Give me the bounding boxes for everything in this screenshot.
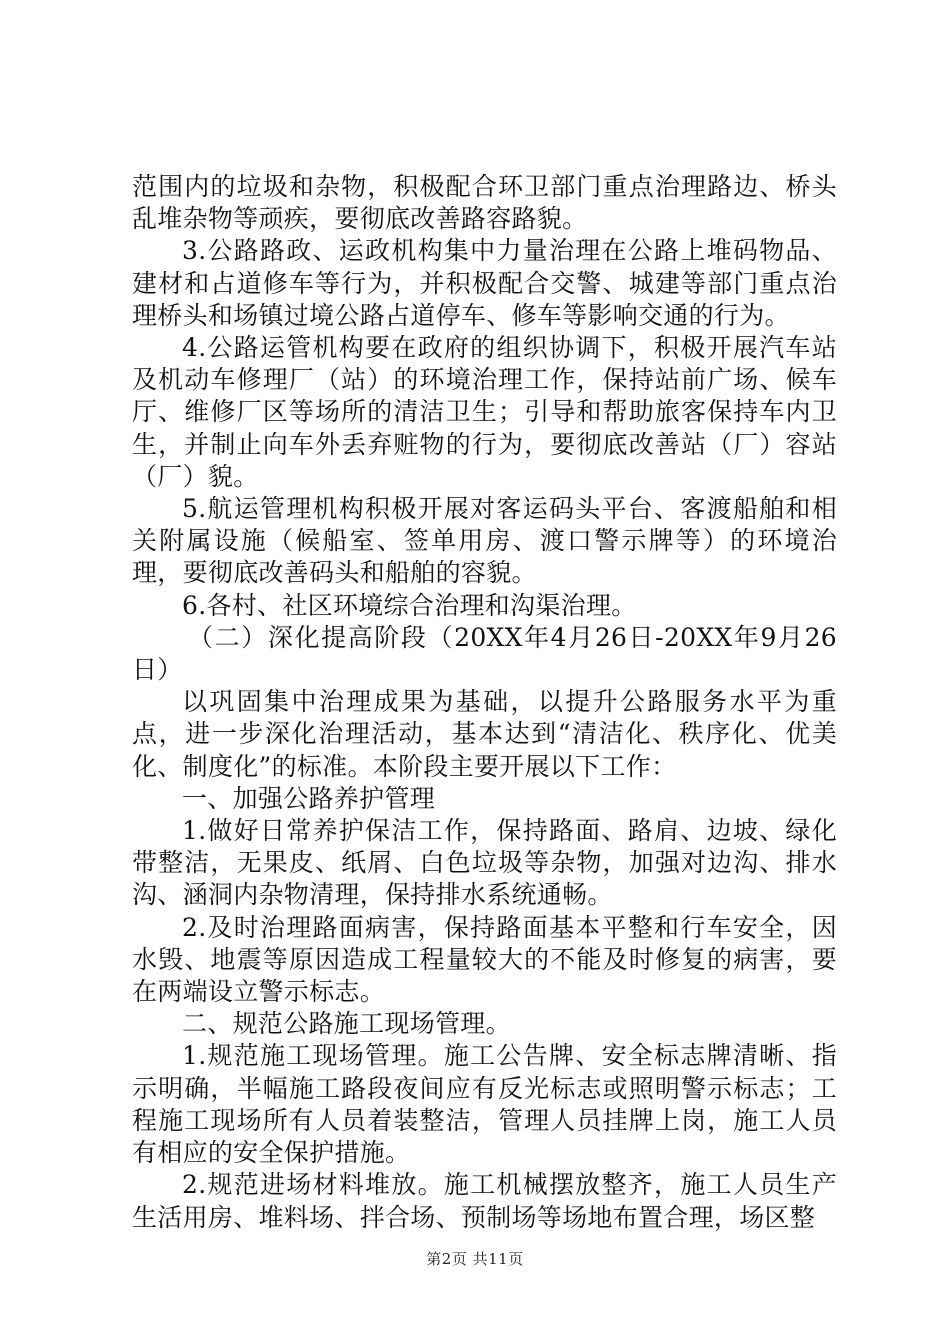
paragraph-item-4: 4.公路运管机构要在政府的组织协调下，积极开展汽车站及机动车修理厂（站）的环境治理工作，保持站前广场、候车厅、维修厂区等场所的清洁卫生；引导和帮助旅客保持车内卫生，并制止向车外丢弃赃物的行为，要彻底改善站（厂）容站（厂）貌。 bbox=[132, 333, 837, 491]
section-heading-stage-two: （二）深化提高阶段（20XX年4月26日-20XX年9月26日） bbox=[132, 622, 837, 685]
page-number-footer: 第2页 共11页 bbox=[426, 1250, 524, 1268]
heading-maintenance: 一、加强公路养护管理 bbox=[182, 783, 436, 813]
paragraph-construction-2: 2.规范进场材料堆放。施工机械摆放整齐，施工人员生产生活用房、堆料场、拌合场、预制场等场地布置合理，场区整 bbox=[132, 1170, 837, 1232]
document-body bbox=[132, 171, 837, 1234]
heading-construction: 二、规范公路施工现场管理。 bbox=[182, 1009, 511, 1039]
paragraph-item-5: 5.航运管理机构积极开展对客运码头平台、客渡船舶和相关附属设施（候船室、签单用房、渡口警示牌等）的环境治理，要彻底改善码头和船舶的容貌。 bbox=[132, 494, 837, 588]
paragraph-item-3: 3.公路路政、运政机构集中力量治理在公路上堆码物品、建材和占道修车等行为，并积极配合交警、城建等部门重点治理桥头和场镇过境公路占道停车、修车等影响交通的行为。 bbox=[132, 236, 837, 330]
paragraph-item-6: 6.各村、社区环境综合治理和沟渠治理。 bbox=[182, 590, 637, 620]
paragraph-maintenance-2: 2.及时治理路面病害，保持路面基本平整和行车安全，因水毁、地震等原因造成工程量较大的不能及时修复的病害，要在两端设立警示标志。 bbox=[132, 912, 837, 1007]
paragraph-stage-intro: 以巩固集中治理成果为基础，以提升公路服务水平为重点，进一步深化治理活动，基本达到“清洁化、秩序化、优美化、制度化”的标准。本阶段主要开展以下工作： bbox=[132, 687, 837, 781]
paragraph-construction-1: 1.规范施工现场管理。施工公告牌、安全标志牌清晰、指示明确，半幅施工路段夜间应有反光标志或照明警示标志；工程施工现场所有人员着装整洁，管理人员挂牌上岗，施工人员有相应的安全保护措施。 bbox=[132, 1041, 837, 1168]
paragraph-continuation: 范围内的垃圾和杂物，积极配合环卫部门重点治理路边、桥头乱堆杂物等顽疾，要彻底改善路容路貌。 bbox=[132, 172, 837, 234]
paragraph-maintenance-1: 1.做好日常养护保洁工作，保持路面、路肩、边坡、绿化带整洁，无果皮、纸屑、白色垃圾等杂物，加强对边沟、排水沟、涵洞内杂物清理，保持排水系统通畅。 bbox=[132, 816, 837, 910]
